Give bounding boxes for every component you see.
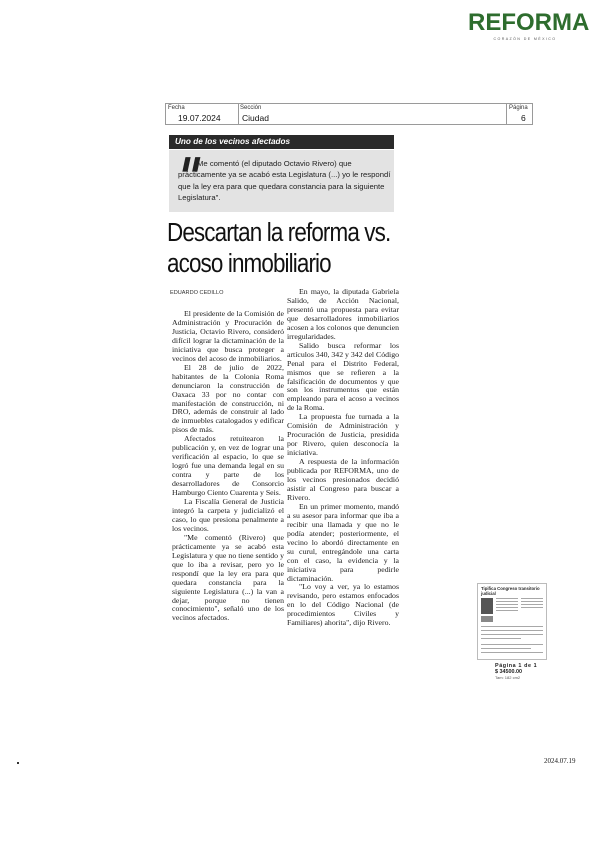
quote-mark-icon: ❚❚	[179, 155, 203, 171]
fecha-label: Fecha	[168, 105, 185, 111]
paragraph: Afectados retuitearon la publicación y, en vez de lograr una verificación al espacio, lo que se logró fue una demanda legal en su contra y parte de los desarrolladores de Consorcio Hamburgo Ciento Cuarenta y Seis.	[172, 434, 284, 498]
page-size: Tam: 182 cm2	[495, 675, 521, 681]
thumbnail-text-line	[481, 648, 531, 649]
paragraph: El 28 de julio de 2022, habitantes de la Colonia Roma denunciaron la construcción de Oaxaca 33 por no contar con manifestación de construcción, ni DRO, además de construir al lado de inmuebles catalogados y edificar pisos de más.	[172, 362, 284, 435]
thumbnail-image-block	[481, 598, 493, 614]
thumbnail-text-line	[481, 630, 543, 631]
page-info	[495, 663, 555, 682]
page-thumbnail	[477, 583, 547, 660]
thumbnail-text-line	[481, 652, 543, 653]
article-column-right	[287, 288, 399, 628]
pagina-value: 6	[521, 113, 526, 123]
thumbnail-text-line	[496, 598, 518, 599]
paragraph: "Me comentó (Rivero) que prácticamente ya se acabó esta Legislatura y que no tiene sentido y que lo iba a revisar, pero yo le respondí que la ley era para que quedara constancia para la siguiente Legislatura (...) la van a dejar, porque no tienen conocimiento", señaló uno de los vecinos afectados.	[172, 532, 284, 623]
article-headline: Descartan la reforma vs. acoso inmobiliario	[167, 219, 391, 278]
thumbnail-text-line	[496, 610, 518, 611]
seccion-cell	[238, 104, 506, 124]
article-byline: EDUARDO CEDILLO	[170, 290, 224, 296]
callout-header-text: Uno de los vecinos afectados	[175, 137, 291, 146]
page-price: $ 34500.00	[495, 669, 522, 676]
thumbnail-text-line	[521, 598, 543, 599]
fecha-cell	[166, 104, 239, 124]
thumbnail-text-line	[521, 604, 543, 605]
thumbnail-text-line	[496, 604, 518, 605]
callout-header	[169, 135, 394, 149]
paragraph: En un primer momento, mandó a su asesor para informar que iba a recibir una llamada y que no le podía atender; posteriormente, el vecino lo abordó directamente en su curul, entregándole una carta con el caso, la evidencia y la iniciativa para pedirle dictaminación.	[287, 501, 399, 583]
thumbnail-text-line	[521, 607, 543, 608]
thumbnail-text-line	[496, 601, 518, 602]
pagina-label: Página	[509, 105, 528, 111]
paragraph: La propuesta fue turnada a la Comisión de Administración y Procuración de Justicia, presidida por Rivero, quien desconocía la iniciativa.	[287, 412, 399, 458]
footer-date: 2024.07.19	[544, 757, 576, 765]
thumbnail-text-line	[481, 634, 543, 635]
thumbnail-image-block	[481, 616, 493, 622]
logo-text: REFORMA	[468, 9, 590, 36]
thumbnail-text-line	[496, 607, 518, 608]
thumbnail-text-line	[481, 644, 543, 645]
thumbnail-title: Tipifica Congreso transitorio judicial	[481, 586, 540, 596]
paragraph: "Lo voy a ver, ya lo estamos revisando, pero estamos enfocados en lo del Código Nacional (de procedimientos Civiles y Familiares) ahorita", dijo Rivero.	[287, 582, 399, 628]
page-count: Página 1 de 1	[495, 663, 538, 669]
footer-dot	[17, 762, 19, 764]
paragraph: En mayo, la diputada Gabriela Salido, de Acción Nacional, presentó una propuesta para evitar que desarrolladores inmobiliarios acosen a los colonos que denuncien irregularidades.	[287, 287, 399, 341]
callout-quote-text: Me comentó (el diputado Octavio Rivero) que prácticamente ya se acabó esta Legislatura (...) yo le respondí que la ley era para que quedara constancia para la siguiente Legislatura".	[178, 159, 391, 203]
thumbnail-text-line	[481, 638, 521, 639]
thumbnail-text-line	[481, 626, 543, 627]
fecha-value: 19.07.2024	[178, 113, 221, 123]
seccion-label: Sección	[240, 105, 262, 111]
callout-quote-box	[169, 150, 394, 212]
pagina-cell	[506, 104, 533, 124]
reforma-logo	[468, 8, 590, 46]
paragraph: A respuesta de la información publicada por REFORMA, uno de los vecinos presionados decidió asistir al Congreso para buscar a Rivero.	[287, 457, 399, 502]
paragraph: El presidente de la Comisión de Administración y Procuración de Justicia, Octavio Rivero, consideró difícil lograr la dictaminación de la iniciativa que busca proteger a vecinos del acoso de inmobiliarios.	[172, 309, 284, 363]
thumbnail-text-line	[521, 601, 543, 602]
article-column-left	[172, 310, 284, 623]
clipping-metadata-bar	[165, 103, 533, 125]
paragraph: Salido busca reformar los artículos 340, 342 y 342 del Código Penal para el Distrito Federal, mismos que se refieren a la falsificación de documentos y que son los instrumentos que están empleando para el acoso a vecinos de la Roma.	[287, 340, 399, 413]
logo-subtitle: CORAZÓN DE MÉXICO	[493, 37, 557, 41]
paragraph: La Fiscalía General de Justicia integró la carpeta y judicializó el caso, lo que presiona penalmente a los vecinos.	[172, 497, 284, 533]
seccion-value: Ciudad	[242, 113, 269, 123]
